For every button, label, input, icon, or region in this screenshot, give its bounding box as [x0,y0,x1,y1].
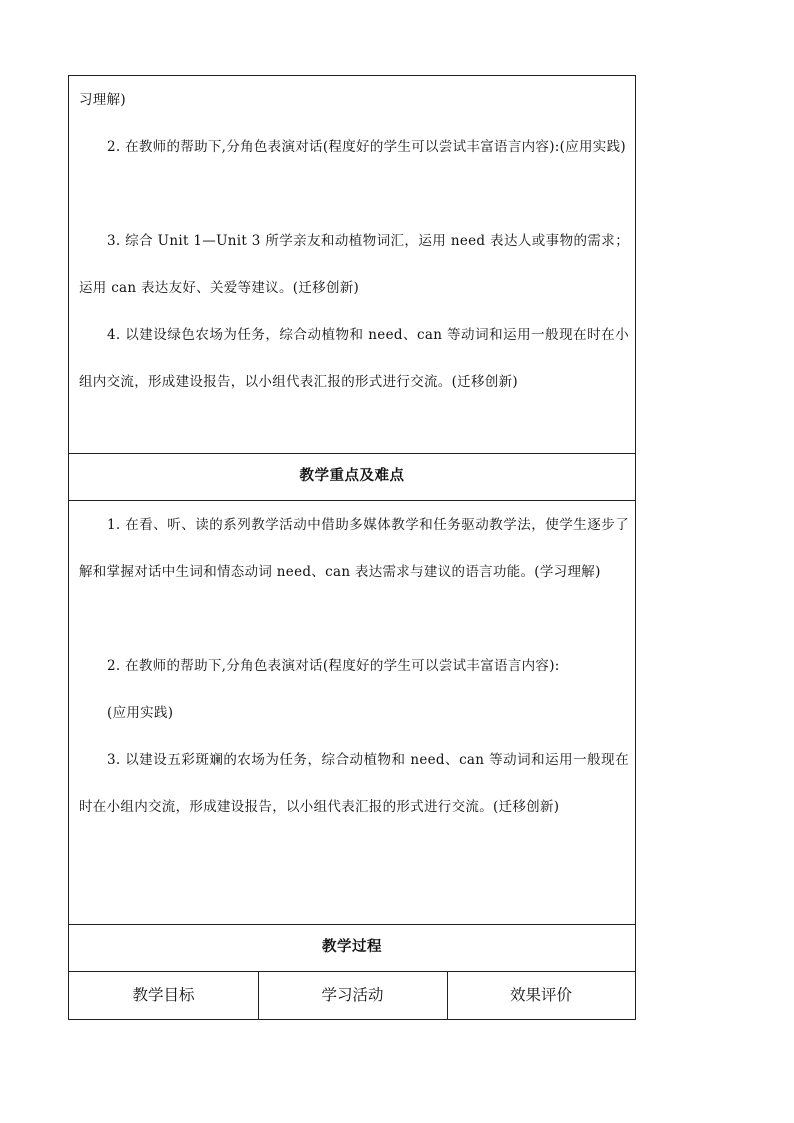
column-header-activities: 学习活动 [321,986,384,1004]
objective-4: 4. 以建设绿色农场为任务，综合动植物和 need、can 等动词和运用一般现在时在小组内交流，形成建设报告，以小组代表汇报的形式进行交流。(迁移创新) [79,327,629,390]
objective-fragment: 习理解) [79,92,126,108]
key-point-3: 3. 以建设五彩斑斓的农场为任务，综合动植物和 need、can 等动词和运用一般现在时在小组内交流，形成建设报告，以小组代表汇报的形式进行交流。(迁移创新) [79,752,629,815]
key-point-2-cont: (应用实践) [107,705,174,721]
table-divider [69,500,635,501]
key-point-2: 2. 在教师的帮助下,分角色表演对话(程度好的学生可以尝试丰富语言内容): [107,658,560,674]
objective-2: 2. 在教师的帮助下,分角色表演对话(程度好的学生可以尝试丰富语言内容):(应用实践) [107,139,626,155]
column-header-evaluation: 效果评价 [509,986,572,1004]
objective-3: 3. 综合 Unit 1—Unit 3 所学亲友和动植物词汇，运用 need 表达人或事物的需求；运用 can 表达友好、关爱等建议。(迁移创新) [79,233,629,296]
key-points-title: 教学重点及难点 [299,468,405,484]
process-title: 教学过程 [322,939,382,955]
column-header-goals: 教学目标 [132,986,195,1004]
lesson-plan-table [68,75,636,1020]
key-point-1: 1. 在看、听、读的系列教学活动中借助多媒体教学和任务驱动教学法，使学生逐步了解和掌握对话中生词和情态动词 need、can 表达需求与建议的语言功能。(学习理解) [79,517,629,580]
